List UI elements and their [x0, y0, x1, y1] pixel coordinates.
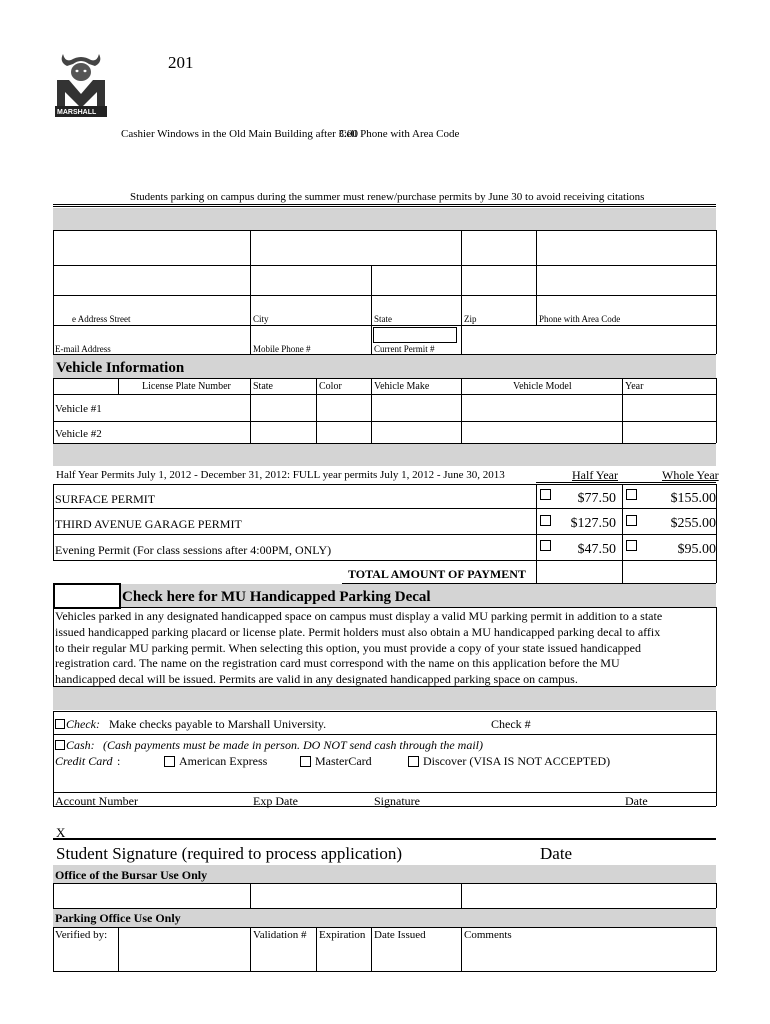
evening-whole-price: $95.00: [677, 542, 716, 557]
evening-half-price: $47.50: [577, 542, 616, 557]
cell-phone-label: Cell Phone with Area Code: [339, 128, 460, 140]
verified-by-label: Verified by:: [55, 929, 108, 941]
permit-dates: Half Year Permits July 1, 2012 - December 31, 2012: FULL year permits July 1, 2012 - June 30, 2013: [56, 469, 505, 481]
bison-icon: [53, 50, 109, 118]
vehicle-section-title: Vehicle Information: [56, 360, 185, 376]
vehicle-row-1-label: Vehicle #1: [55, 403, 102, 415]
discover-checkbox[interactable]: [408, 756, 419, 767]
check-payment-checkbox[interactable]: [55, 719, 65, 729]
credit-card-colon: :: [117, 754, 121, 768]
col-vehicle-model: Vehicle Model: [513, 381, 572, 392]
comments-label: Comments: [464, 929, 512, 941]
form-year: 201: [168, 53, 194, 72]
surface-whole-checkbox[interactable]: [626, 489, 637, 500]
col-year: Year: [625, 381, 644, 392]
state-input[interactable]: [372, 296, 460, 324]
account-number-label: Account Number: [55, 794, 138, 808]
garage-half-price: $127.50: [570, 516, 616, 531]
student-signature-label: Student Signature (required to process application): [56, 844, 403, 863]
credit-card-label: Credit Card: [55, 754, 113, 768]
exp-date-label: Exp Date: [253, 794, 298, 808]
cash-label: Cash:: [66, 738, 95, 752]
vehicle-row-2-label: Vehicle #2: [55, 428, 102, 440]
email-input[interactable]: [54, 326, 249, 353]
parking-office-title: Parking Office Use Only: [55, 911, 181, 925]
name-input[interactable]: [54, 231, 249, 264]
address-street-input[interactable]: [54, 296, 249, 324]
total-payment-input[interactable]: [537, 561, 621, 582]
handicapped-decal-checkbox[interactable]: [53, 583, 121, 609]
amex-label: American Express: [179, 754, 268, 768]
current-permit-input[interactable]: [373, 327, 457, 343]
mastercard-label: MasterCard: [315, 754, 372, 768]
handicapped-line-3: to their regular MU parking permit. When selecting this option, you must provide a copy of your state issued handicapped: [55, 641, 641, 655]
check-label: Check:: [66, 717, 100, 731]
email-label: E-mail Address: [55, 344, 111, 354]
marshall-logo: [53, 50, 109, 118]
state-label: State: [374, 314, 392, 324]
zip-input[interactable]: [462, 296, 535, 324]
discover-label: Discover (VISA IS NOT ACCEPTED): [423, 754, 611, 768]
check-number-label: Check #: [491, 717, 531, 731]
current-permit-label: Current Permit #: [374, 344, 435, 354]
mastercard-checkbox[interactable]: [300, 756, 311, 767]
col-vehicle-make: Vehicle Make: [374, 381, 430, 392]
zip-label: Zip: [464, 314, 477, 324]
col-color: Color: [319, 381, 342, 392]
evening-half-checkbox[interactable]: [540, 540, 551, 551]
city-label: City: [253, 314, 269, 324]
surface-half-price: $77.50: [577, 491, 616, 506]
mobile-input[interactable]: [251, 326, 370, 353]
handicapped-line-5: handicapped decal will be issued. Permits are valid in any designated handicapped parking space on campus.: [55, 672, 578, 686]
card-date-label: Date: [625, 794, 648, 808]
address-street-label: e Address Street: [72, 314, 131, 324]
city-input[interactable]: [251, 296, 370, 324]
signature-line[interactable]: [53, 838, 716, 840]
check-text: Make checks payable to Marshall University.: [109, 717, 327, 731]
garage-half-checkbox[interactable]: [540, 515, 551, 526]
cash-payment-checkbox[interactable]: [55, 740, 65, 750]
col-state: State: [253, 381, 273, 392]
card-details-input[interactable]: [54, 770, 715, 791]
col-license-plate: License Plate Number: [142, 381, 231, 392]
check-number-input[interactable]: [535, 714, 713, 732]
garage-whole-price: $255.00: [670, 516, 716, 531]
cashier-note: Cashier Windows in the Old Main Building after 3:00: [121, 128, 359, 140]
signature-date-label: Date: [540, 844, 573, 863]
surface-half-checkbox[interactable]: [540, 489, 551, 500]
expiration-label: Expiration: [319, 929, 366, 941]
phone-input[interactable]: [537, 296, 715, 324]
total-payment-label: TOTAL AMOUNT OF PAYMENT: [348, 567, 526, 581]
garage-whole-checkbox[interactable]: [626, 515, 637, 526]
logo-text: MARSHALL: [57, 109, 97, 116]
handicapped-line-4: registration card. The name on the registration card must correspond with the name on this application before the MU: [55, 656, 620, 670]
cash-text: (Cash payments must be made in person. DO NOT send cash through the mail): [103, 738, 483, 752]
evening-whole-checkbox[interactable]: [626, 540, 637, 551]
permit-surface: SURFACE PERMIT: [55, 492, 156, 506]
whole-year-header: Whole Year: [662, 468, 719, 482]
phone-label: Phone with Area Code: [539, 314, 621, 324]
handicapped-line-2: issued handicapped parking placard or license plate. Permit holders must also obtain a MU handicapped parking decal to affix: [55, 625, 661, 639]
summer-notice: Students parking on campus during the summer must renew/purchase permits by June 30 to avoid receiving citations: [130, 191, 645, 203]
signature-x-mark: X: [56, 825, 66, 840]
handicapped-line-1: Vehicles parked in any designated handicapped space on campus must display a valid MU parking permit in addition to a state: [55, 609, 663, 623]
surface-whole-price: $155.00: [670, 491, 716, 506]
header-gray-band: [53, 208, 716, 230]
card-signature-label: Signature: [374, 794, 420, 808]
amex-checkbox[interactable]: [164, 756, 175, 767]
validation-label: Validation #: [253, 929, 307, 941]
permit-garage: THIRD AVENUE GARAGE PERMIT: [55, 517, 242, 531]
half-year-header: Half Year: [572, 468, 618, 482]
bursar-title: Office of the Bursar Use Only: [55, 868, 208, 882]
handicapped-title: Check here for MU Handicapped Parking Decal: [122, 589, 431, 605]
date-issued-label: Date Issued: [374, 929, 426, 941]
permit-evening: Evening Permit (For class sessions after 4:00PM, ONLY): [55, 543, 332, 557]
mobile-label: Mobile Phone #: [253, 344, 311, 354]
